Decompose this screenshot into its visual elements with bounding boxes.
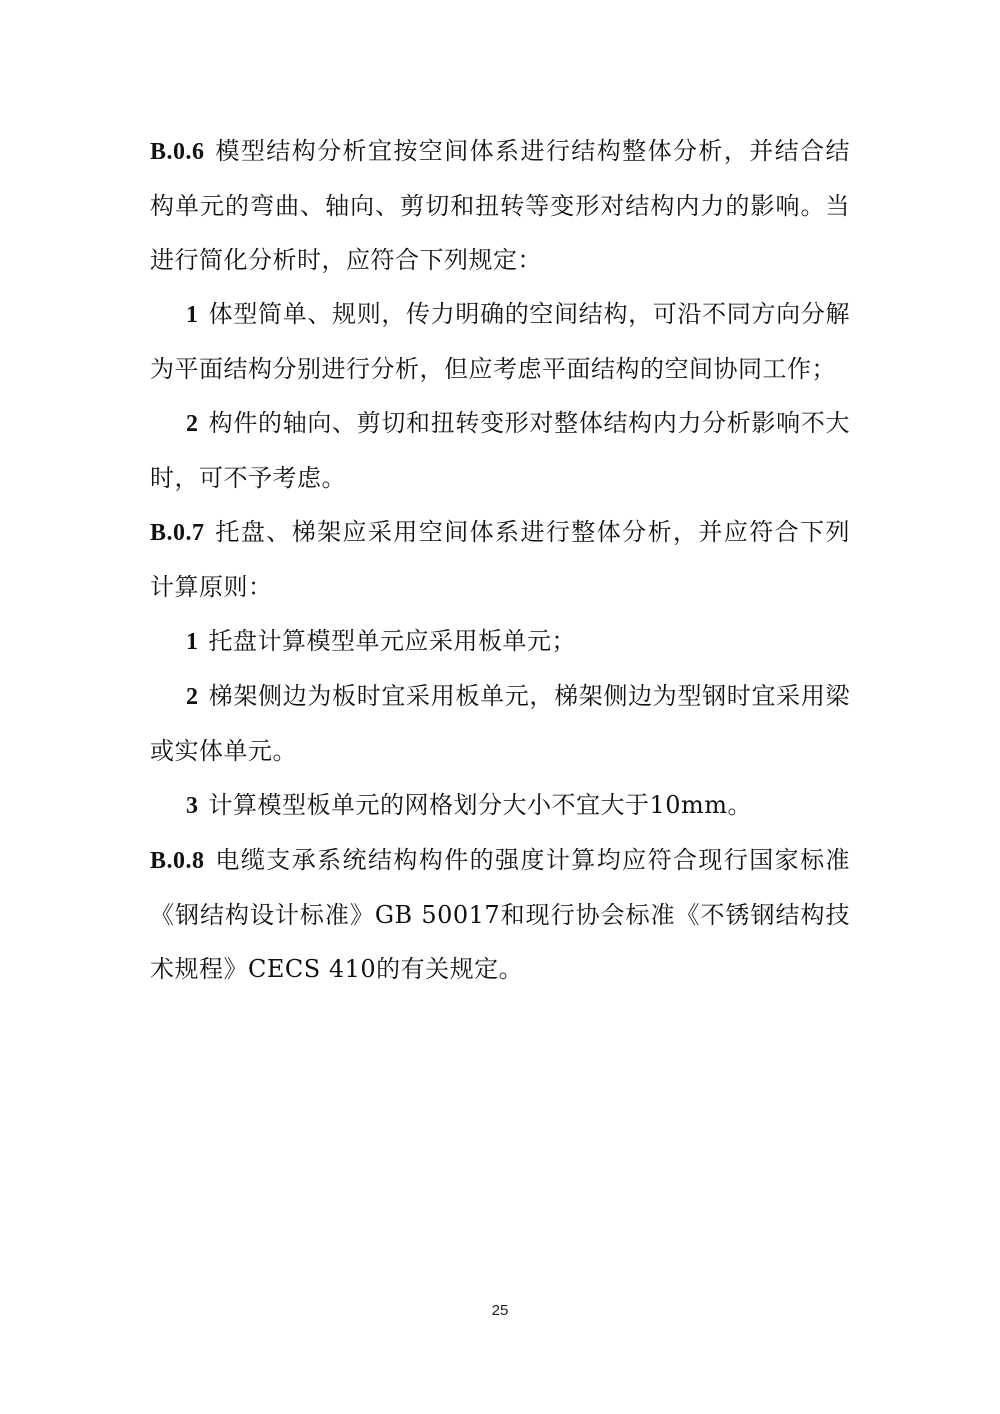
- item-number: 2: [186, 411, 199, 437]
- list-item: [150, 614, 850, 669]
- list-item: [150, 669, 850, 778]
- clause-text: 托盘、梯架应采用空间体系进行整体分析，并应符合下列计算原则：: [150, 518, 850, 601]
- page-number: 25: [491, 1302, 509, 1319]
- clause-text: 电缆支承系统结构构件的强度计算均应符合现行国家标准《钢结构设计标准》GB 50017和现行协会标准《不锈钢结构技术规程》CECS 410的有关规定。: [150, 846, 850, 983]
- list-item: [150, 778, 850, 833]
- item-text: 构件的轴向、剪切和扭转变形对整体结构内力分析影响不大时，可不予考虑。: [150, 409, 850, 492]
- item-text: 体型简单、规则，传力明确的空间结构，可沿不同方向分解为平面结构分别进行分析，但应考虑平面结构的空间协同工作；: [150, 300, 850, 383]
- clause-b-0-6: [150, 124, 850, 287]
- clause-b-0-7: [150, 505, 850, 614]
- item-text: 梯架侧边为板时宜采用板单元，梯架侧边为型钢时宜采用梁或实体单元。: [150, 682, 850, 765]
- item-text: 计算模型板单元的网格划分大小不宜大于10mm。: [208, 791, 753, 819]
- document-body: [150, 124, 850, 996]
- clause-number: B.0.7: [150, 520, 205, 546]
- item-number: 1: [186, 629, 199, 655]
- list-item: [150, 396, 850, 505]
- item-number: 1: [186, 302, 199, 328]
- clause-number: B.0.8: [150, 848, 205, 874]
- item-number: 2: [186, 684, 199, 710]
- clause-b-0-8: [150, 833, 850, 996]
- item-number: 3: [186, 793, 199, 819]
- item-text: 托盘计算模型单元应采用板单元；: [208, 627, 576, 655]
- clause-number: B.0.6: [150, 139, 205, 165]
- list-item: [150, 287, 850, 396]
- clause-text: 模型结构分析宜按空间体系进行结构整体分析，并结合结构单元的弯曲、轴向、剪切和扭转等变形对结构内力的影响。当进行简化分析时，应符合下列规定：: [150, 137, 850, 274]
